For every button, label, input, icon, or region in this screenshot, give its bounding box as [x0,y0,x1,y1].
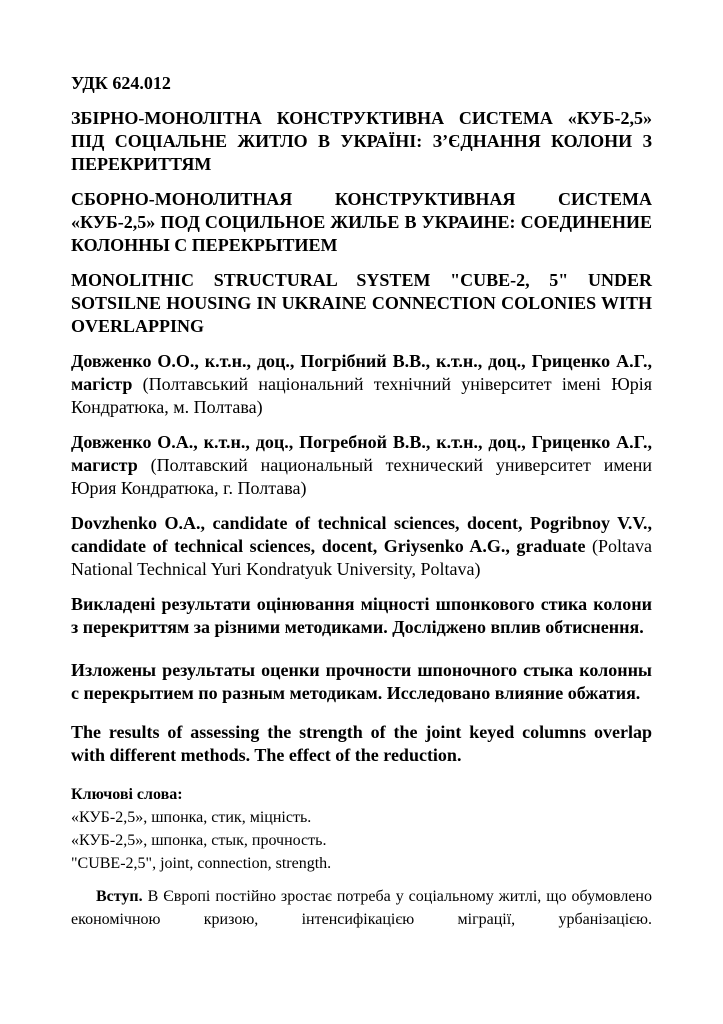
intro-lead: Вступ. [96,888,143,905]
udc-number: УДК 624.012 [71,73,171,93]
intro-paragraph [71,885,652,931]
title-english: MONOLITHIC STRUCTURAL SYSTEM "CUBE-2, 5" UNDER SOTSILNE HOUSING IN UKRAINE CONNECTION COLONIES WITH OVERLAPPING [71,270,652,336]
authors-english-names: Dovzhenko O.A., candidate of technical sciences, docent, Pogribnoy V.V., candidate of technical sciences, docent, Griysenko A.G., graduate [71,513,652,556]
authors-ukrainian-affiliation: (Полтавський національний технічний університет імені Юрія Кондратюка, м. Полтава) [71,374,652,417]
authors-english-affiliation: (Poltava National Technical Yuri Kondratyuk University, Poltava) [71,536,652,579]
keyword-line-ukrainian: «КУБ-2,5», шпонка, стик, міцність. [71,809,312,826]
abstract-ukrainian: Викладені результати оцінювання міцності шпонкового стика колони з перекриттям за різними методиками. Досліджено вплив обтиснення. [71,594,652,637]
authors-russian-affiliation: (Полтавский национальный технический университет имени Юрия Кондратюка, г. Полтава) [71,455,652,498]
keywords-heading: Ключові слова: [71,786,183,803]
authors-russian-names: Довженко О.А., к.т.н., доц., Погребной В.В., к.т.н., доц., Гриценко А.Г., магистр [71,432,652,475]
keyword-line-russian: «КУБ-2,5», шпонка, стык, прочность. [71,832,327,849]
title-ukrainian: ЗБІРНО-МОНОЛІТНА КОНСТРУКТИВНА СИСТЕМА «КУБ-2,5» ПІД СОЦІАЛЬНЕ ЖИТЛО В УКРАЇНІ: З’ЄДНАННЯ КОЛОНИ З ПЕРЕКРИТТЯМ [71,108,652,174]
abstract-russian: Изложены результаты оценки прочности шпоночного стыка колонны с перекрытием по разным методикам. Исследовано влияние обжатия. [71,660,652,703]
abstract-english: The results of assessing the strength of the joint keyed columns overlap with different methods. The effect of the reduction. [71,722,652,765]
authors-russian [71,431,652,500]
intro-text: В Європі постійно зростає потреба у соціальному житлі, що обумовлено економічною кризою, інтенсифікацією міграції, урбанізацією. [71,888,652,928]
keyword-line-english: "CUBE-2,5", joint, connection, strength. [71,855,332,872]
title-russian: СБОРНО-МОНОЛИТНАЯ КОНСТРУКТИВНАЯ СИСТЕМА «КУБ-2,5» ПОД СОЦИЛЬНОЕ ЖИЛЬЕ В УКРАИНЕ: СОЕДИНЕНИЕ КОЛОННЫ С ПЕРЕКРЫТИЕМ [71,189,652,255]
authors-ukrainian-names: Довженко О.О., к.т.н., доц., Погрібний В.В., к.т.н., доц., Гриценко А.Г., магістр [71,351,652,394]
keywords-block [71,783,652,875]
authors-ukrainian [71,350,652,419]
authors-english [71,512,652,581]
